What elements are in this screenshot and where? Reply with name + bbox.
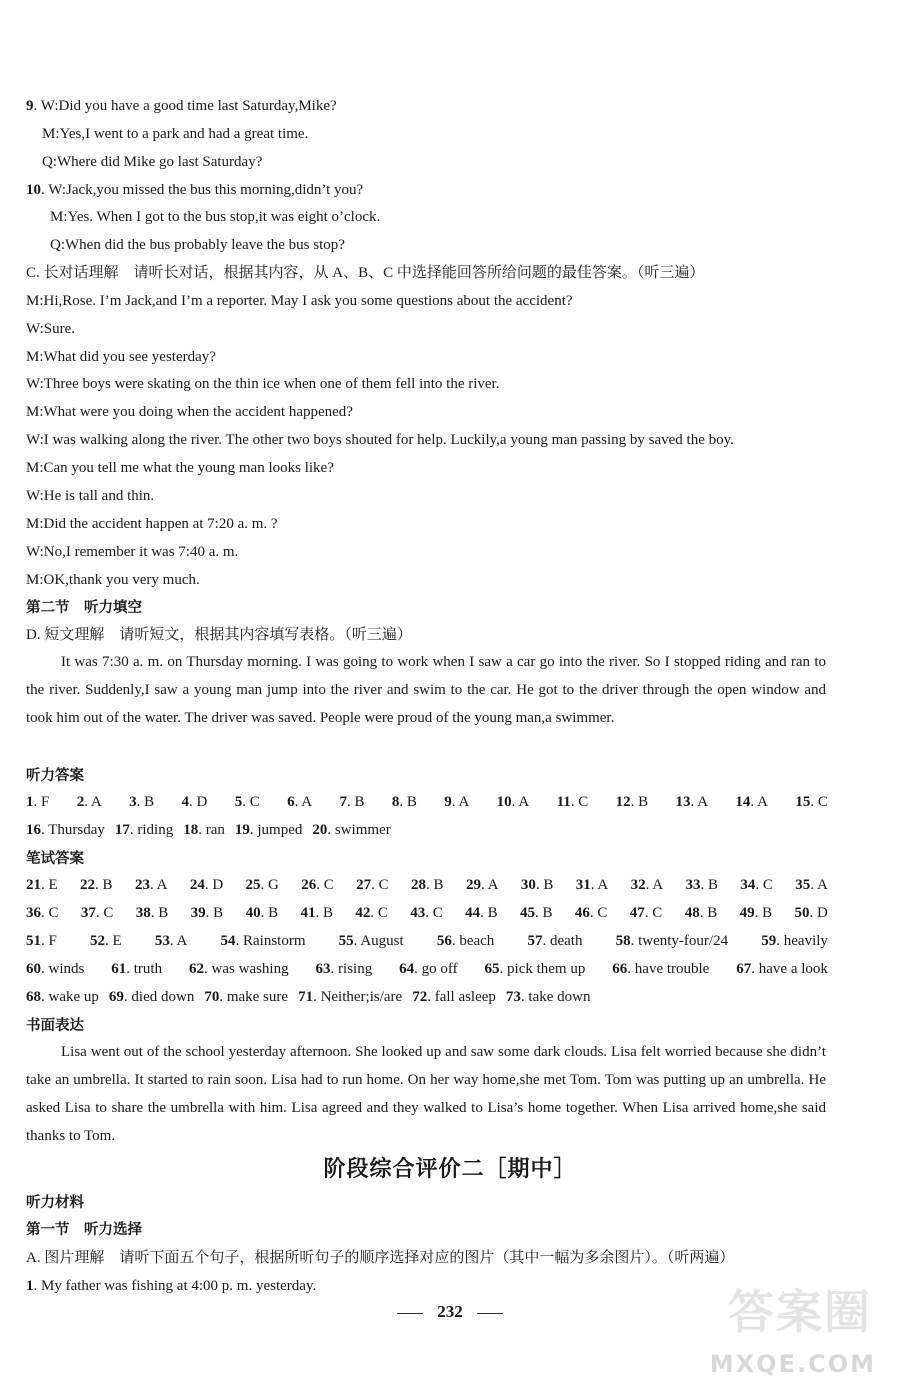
- answer-value: . A: [480, 877, 499, 893]
- dialogue-line: M:What did you see yesterday?: [26, 349, 216, 365]
- answer-item: [316, 959, 373, 979]
- answer-value: . have trouble: [627, 961, 710, 977]
- answer-value: . wake up: [41, 989, 99, 1005]
- answer-value: . E: [41, 877, 58, 893]
- answer-item: [411, 875, 444, 895]
- answer-value: . B: [315, 905, 333, 921]
- answer-value: . C: [95, 905, 114, 921]
- answer-value: . died down: [123, 989, 195, 1005]
- answer-item: [485, 959, 586, 979]
- answer-value: . heavily: [776, 933, 828, 949]
- listening-answers-heading: 听力答案: [26, 768, 84, 784]
- answer-item: [26, 959, 84, 979]
- answer-value: . C: [242, 794, 260, 810]
- answer-value: . G: [260, 877, 279, 893]
- answer-value: . A: [810, 877, 828, 893]
- answer-value: . riding: [129, 822, 174, 838]
- answer-item: [26, 822, 105, 838]
- answer-row: [26, 820, 401, 840]
- answer-number: 8: [391, 794, 400, 810]
- answer-row: [26, 903, 828, 923]
- answer-value: . D: [204, 877, 224, 893]
- answer-number: 21: [26, 877, 41, 893]
- section-d-passage: It was 7:30 a. m. on Thursday morning. I was going to work when I saw a car go into the river. So I stopped riding and ran to the river. Suddenly,I saw a young man jump into the river and swim to the car. He got to the driver through the open window and took him out of the water. The driver was saved. People were proud of the young man,a swimmer.: [26, 654, 826, 726]
- answer-item: [465, 903, 498, 923]
- watermark: [690, 1276, 890, 1386]
- answer-value: . A: [511, 794, 530, 810]
- answer-number: 3: [129, 794, 137, 810]
- answer-row: [26, 875, 828, 895]
- answer-row: [26, 987, 601, 1007]
- answer-item: [740, 875, 773, 895]
- answer-row: [26, 931, 828, 951]
- answer-item: [26, 903, 59, 923]
- answer-item: [761, 931, 828, 951]
- answer-item: [183, 822, 225, 838]
- answer-number: 29: [465, 877, 481, 893]
- answer-number: 71: [298, 989, 314, 1005]
- answer-number: 16: [26, 822, 41, 838]
- answer-number: 19: [234, 822, 250, 838]
- answer-item: [26, 931, 57, 951]
- answer-number: 6: [287, 794, 295, 810]
- answer-value: . B: [700, 877, 719, 893]
- answer-item: [576, 875, 609, 895]
- answer-number: 18: [183, 822, 199, 838]
- answer-value: . was washing: [204, 961, 289, 977]
- answer-item: [221, 931, 306, 951]
- answer-value: . C: [370, 905, 388, 921]
- answer-item: [287, 792, 312, 812]
- answer-number: 44: [465, 905, 481, 921]
- answer-item: [392, 792, 417, 812]
- answer-number: 68: [26, 989, 41, 1005]
- dialogue-line: W:No,I remember it was 7:40 a. m.: [26, 544, 239, 560]
- answer-value: . rising: [330, 961, 373, 977]
- answer-value: . C: [644, 905, 663, 921]
- answer-item: [355, 903, 388, 923]
- answer-number: 47: [629, 905, 645, 921]
- answer-item: [298, 989, 402, 1005]
- answer-value: . B: [630, 794, 649, 810]
- answer-value: . C: [810, 794, 828, 810]
- answer-item: [736, 959, 828, 979]
- dialogue-line: M:Yes,I went to a park and had a great time.: [42, 126, 309, 142]
- section-heading: 第二节 听力填空: [26, 600, 142, 616]
- answer-item: [444, 792, 469, 812]
- answer-number: 25: [245, 877, 261, 893]
- answer-number: 9: [444, 794, 452, 810]
- answer-item: [630, 903, 663, 923]
- answer-number: 49: [739, 905, 755, 921]
- question-line: 1. My father was fishing at 4:00 p. m. yesterday.: [26, 1278, 317, 1294]
- answer-value: . A: [294, 794, 313, 810]
- answer-item: [312, 822, 390, 838]
- answer-item: [527, 931, 582, 951]
- answer-item: [190, 875, 223, 895]
- answer-number: 13: [675, 794, 691, 810]
- answer-value: . B: [347, 794, 365, 810]
- answer-item: [155, 931, 188, 951]
- answer-value: . August: [353, 933, 404, 949]
- answer-number: 14: [735, 794, 751, 810]
- answer-value: . B: [535, 877, 554, 893]
- answer-number: 37: [80, 905, 96, 921]
- answer-item: [235, 792, 260, 812]
- answer-number: 46: [574, 905, 590, 921]
- answer-item: [129, 792, 154, 812]
- answer-value: . Neither;is/are: [313, 989, 403, 1005]
- answer-item: [612, 959, 709, 979]
- answer-value: . Thursday: [41, 822, 105, 838]
- answer-value: . B: [260, 905, 279, 921]
- listening-material-heading: 听力材料: [26, 1195, 84, 1211]
- answer-item: [506, 989, 591, 1005]
- answer-number: 57: [527, 933, 543, 949]
- answer-value: . C: [41, 905, 59, 921]
- answer-number: 12: [615, 794, 631, 810]
- answer-value: . beach: [451, 933, 495, 949]
- answer-item: [26, 989, 99, 1005]
- answer-value: . jumped: [249, 822, 303, 838]
- page-number: 232: [0, 1302, 900, 1322]
- answer-number: 4: [181, 794, 189, 810]
- answer-value: . B: [480, 905, 498, 921]
- answer-item: [686, 875, 719, 895]
- answer-number: 33: [685, 877, 701, 893]
- answer-item: [246, 903, 279, 923]
- answer-value: . D: [189, 794, 208, 810]
- dialogue-line: 9. W:Did you have a good time last Saturday,Mike?: [26, 98, 337, 114]
- dialogue-line: M:OK,thank you very much.: [26, 572, 200, 588]
- answer-value: . A: [149, 877, 168, 893]
- answer-number: 10: [496, 794, 512, 810]
- dialogue-line: Q:When did the bus probably leave the bus stop?: [50, 237, 345, 253]
- answer-item: [26, 875, 58, 895]
- answer-number: 20: [312, 822, 328, 838]
- answer-item: [340, 792, 365, 812]
- answer-number: 66: [612, 961, 628, 977]
- answer-value: . A: [84, 794, 102, 810]
- answer-value: . Rainstorm: [235, 933, 306, 949]
- answer-item: [735, 792, 768, 812]
- answer-value: . B: [150, 905, 169, 921]
- answer-item: [520, 903, 553, 923]
- answer-number: 56: [436, 933, 452, 949]
- answer-item: [80, 875, 113, 895]
- answer-row: [26, 792, 828, 812]
- answer-number: 58: [615, 933, 631, 949]
- answer-item: [557, 792, 589, 812]
- dialogue-line: W:Three boys were skating on the thin ice when one of them fell into the river.: [26, 376, 500, 392]
- answer-value: . A: [750, 794, 768, 810]
- answer-item: [301, 875, 334, 895]
- answer-item: [794, 903, 827, 923]
- dialogue-line: M:Can you tell me what the young man looks like?: [26, 460, 334, 476]
- answer-number: 54: [220, 933, 236, 949]
- answer-number: 59: [761, 933, 777, 949]
- answer-item: [235, 822, 303, 838]
- answer-value: . B: [136, 794, 155, 810]
- answer-number: 70: [204, 989, 220, 1005]
- answer-value: . ran: [198, 822, 225, 838]
- answer-value: . B: [535, 905, 553, 921]
- dialogue-line: Q:Where did Mike go last Saturday?: [42, 154, 263, 170]
- answer-number: 53: [154, 933, 170, 949]
- answer-number: 2: [76, 794, 85, 810]
- answer-number: 55: [338, 933, 354, 949]
- answer-number: 35: [795, 877, 811, 893]
- answer-number: 42: [355, 905, 371, 921]
- answer-value: . B: [699, 905, 718, 921]
- answer-value: . D: [809, 905, 828, 921]
- answer-number: 64: [399, 961, 415, 977]
- answer-item: [135, 875, 168, 895]
- answer-item: [77, 792, 102, 812]
- answer-item: [685, 903, 718, 923]
- answer-item: [497, 792, 530, 812]
- answer-item: [136, 903, 169, 923]
- answer-item: [466, 875, 499, 895]
- answer-number: 34: [740, 877, 756, 893]
- answer-value: . A: [690, 794, 709, 810]
- answer-value: . C: [425, 905, 443, 921]
- answer-item: [676, 792, 709, 812]
- answer-value: . C: [371, 877, 389, 893]
- answer-number: 31: [575, 877, 591, 893]
- answer-value: . pick them up: [499, 961, 586, 977]
- answer-number: 17: [114, 822, 130, 838]
- section-c-instruction: C. 长对话理解 请听长对话，根据其内容，从 A、B、C 中选择能回答所给问题的最佳答案。（听三遍）: [26, 265, 705, 281]
- answer-number: 69: [108, 989, 124, 1005]
- answer-number: 26: [301, 877, 317, 893]
- answer-number: 72: [412, 989, 428, 1005]
- dialogue-line: 10. W:Jack,you missed the bus this morning,didn’t you?: [26, 182, 364, 198]
- answer-item: [795, 875, 828, 895]
- answer-value: . take down: [520, 989, 591, 1005]
- answer-row: [26, 959, 828, 979]
- answer-number: 1: [26, 794, 34, 810]
- answer-number: 32: [630, 877, 646, 893]
- answer-value: . F: [33, 794, 50, 810]
- dialogue-line: W:I was walking along the river. The other two boys shouted for help. Luckily,a young man passing by saved the boy.: [26, 432, 734, 448]
- answer-number: 36: [26, 905, 41, 921]
- writing-heading: 书面表达: [26, 1018, 84, 1034]
- answer-item: [410, 903, 443, 923]
- answer-item: [115, 822, 173, 838]
- answer-value: . E: [105, 933, 122, 949]
- answer-value: . B: [95, 877, 113, 893]
- answer-number: 7: [339, 794, 347, 810]
- answer-item: [204, 989, 288, 1005]
- answer-item: [300, 903, 333, 923]
- section-a-instruction: A. 图片理解 请听下面五个句子，根据所听句子的顺序选择对应的图片（其中一幅为多余图片）。（听两遍）: [26, 1250, 735, 1266]
- answer-number: 63: [315, 961, 331, 977]
- answer-item: [575, 903, 608, 923]
- watermark-logo: 答案圈: [728, 1285, 872, 1339]
- answer-number: 30: [520, 877, 536, 893]
- answer-number: 67: [736, 961, 752, 977]
- answer-item: [90, 931, 122, 951]
- answer-number: 40: [245, 905, 261, 921]
- answer-number: 61: [111, 961, 127, 977]
- stage-title: 阶段综合评价二［期中］: [323, 1157, 577, 1182]
- answer-item: [740, 903, 773, 923]
- answer-value: . twenty-four/24: [630, 933, 729, 949]
- answer-number: 41: [300, 905, 316, 921]
- answer-item: [109, 989, 194, 1005]
- answer-value: . A: [451, 794, 470, 810]
- answer-item: [246, 875, 279, 895]
- answer-number: 52: [90, 933, 105, 949]
- answer-item: [356, 875, 389, 895]
- answer-number: 28: [411, 877, 427, 893]
- answer-item: [631, 875, 664, 895]
- answer-number: 48: [684, 905, 700, 921]
- dialogue-line: M:What were you doing when the accident happened?: [26, 404, 353, 420]
- answer-number: 60: [26, 961, 41, 977]
- answer-value: . make sure: [219, 989, 289, 1005]
- answer-value: . A: [169, 933, 188, 949]
- dialogue-line: M:Did the accident happen at 7:20 a. m. ?: [26, 516, 278, 532]
- answer-value: . A: [645, 877, 664, 893]
- answer-number: 15: [795, 794, 811, 810]
- answer-item: [339, 931, 404, 951]
- answer-value: . truth: [126, 961, 163, 977]
- writing-passage: Lisa went out of the school yesterday afternoon. She looked up and saw some dark clouds. Lisa felt worried because she didn’t take an umbrella. It started to rain soon. Lisa had to run home. On her way home,she met Tom. Tom was putting up an umbrella. He asked Lisa to share the umbrella with him. Lisa agreed and they walked to Lisa’s home together. When Lisa arrived home,she said thanks to Tom.: [26, 1044, 826, 1144]
- dialogue-line: M:Hi,Rose. I’m Jack,and I’m a reporter. May I ask you some questions about the accident?: [26, 293, 573, 309]
- answer-number: 51: [26, 933, 41, 949]
- answer-number: 11: [556, 794, 571, 810]
- answer-item: [81, 903, 114, 923]
- answer-item: [795, 792, 828, 812]
- answer-value: . B: [754, 905, 773, 921]
- answer-number: 43: [410, 905, 426, 921]
- answer-item: [616, 931, 728, 951]
- answer-item: [189, 959, 289, 979]
- answer-value: . A: [590, 877, 609, 893]
- answer-number: 50: [794, 905, 810, 921]
- watermark-url: MXQE.COM: [709, 1350, 876, 1378]
- answer-item: [521, 875, 554, 895]
- answer-value: . winds: [41, 961, 85, 977]
- answer-number: 23: [134, 877, 150, 893]
- answer-value: . C: [316, 877, 334, 893]
- answer-value: . B: [399, 794, 417, 810]
- answer-value: . C: [755, 877, 773, 893]
- answer-number: 39: [190, 905, 206, 921]
- answer-number: 45: [520, 905, 536, 921]
- dialogue-line: W:Sure.: [26, 321, 76, 337]
- dialogue-line: M:Yes. When I got to the bus stop,it was eight o’clock.: [50, 209, 381, 225]
- answer-number: 24: [189, 877, 205, 893]
- section-d-instruction: D. 短文理解 请听短文，根据其内容填写表格。（听三遍）: [26, 627, 412, 643]
- answer-value: . C: [570, 794, 589, 810]
- answer-item: [616, 792, 649, 812]
- answer-value: . fall asleep: [427, 989, 496, 1005]
- answer-item: [412, 989, 496, 1005]
- answer-item: [182, 792, 208, 812]
- answer-number: 65: [484, 961, 500, 977]
- answer-number: 5: [234, 794, 243, 810]
- answer-item: [26, 792, 49, 812]
- answer-number: 22: [80, 877, 96, 893]
- dialogue-line: W:He is tall and thin.: [26, 488, 155, 504]
- answer-value: . B: [426, 877, 444, 893]
- answer-value: . have a look: [751, 961, 828, 977]
- answer-item: [111, 959, 162, 979]
- answer-item: [399, 959, 457, 979]
- answer-item: [437, 931, 494, 951]
- answer-value: . C: [589, 905, 608, 921]
- answer-value: . B: [205, 905, 224, 921]
- section-heading: 第一节 听力选择: [26, 1222, 142, 1238]
- answer-number: 38: [135, 905, 151, 921]
- answer-value: . go off: [414, 961, 458, 977]
- written-answers-heading: 笔试答案: [26, 851, 84, 867]
- answer-number: 73: [505, 989, 521, 1005]
- answer-number: 62: [189, 961, 205, 977]
- answer-value: . F: [41, 933, 57, 949]
- answer-value: . death: [542, 933, 583, 949]
- answer-value: . swimmer: [327, 822, 391, 838]
- answer-item: [191, 903, 224, 923]
- answer-number: 27: [356, 877, 372, 893]
